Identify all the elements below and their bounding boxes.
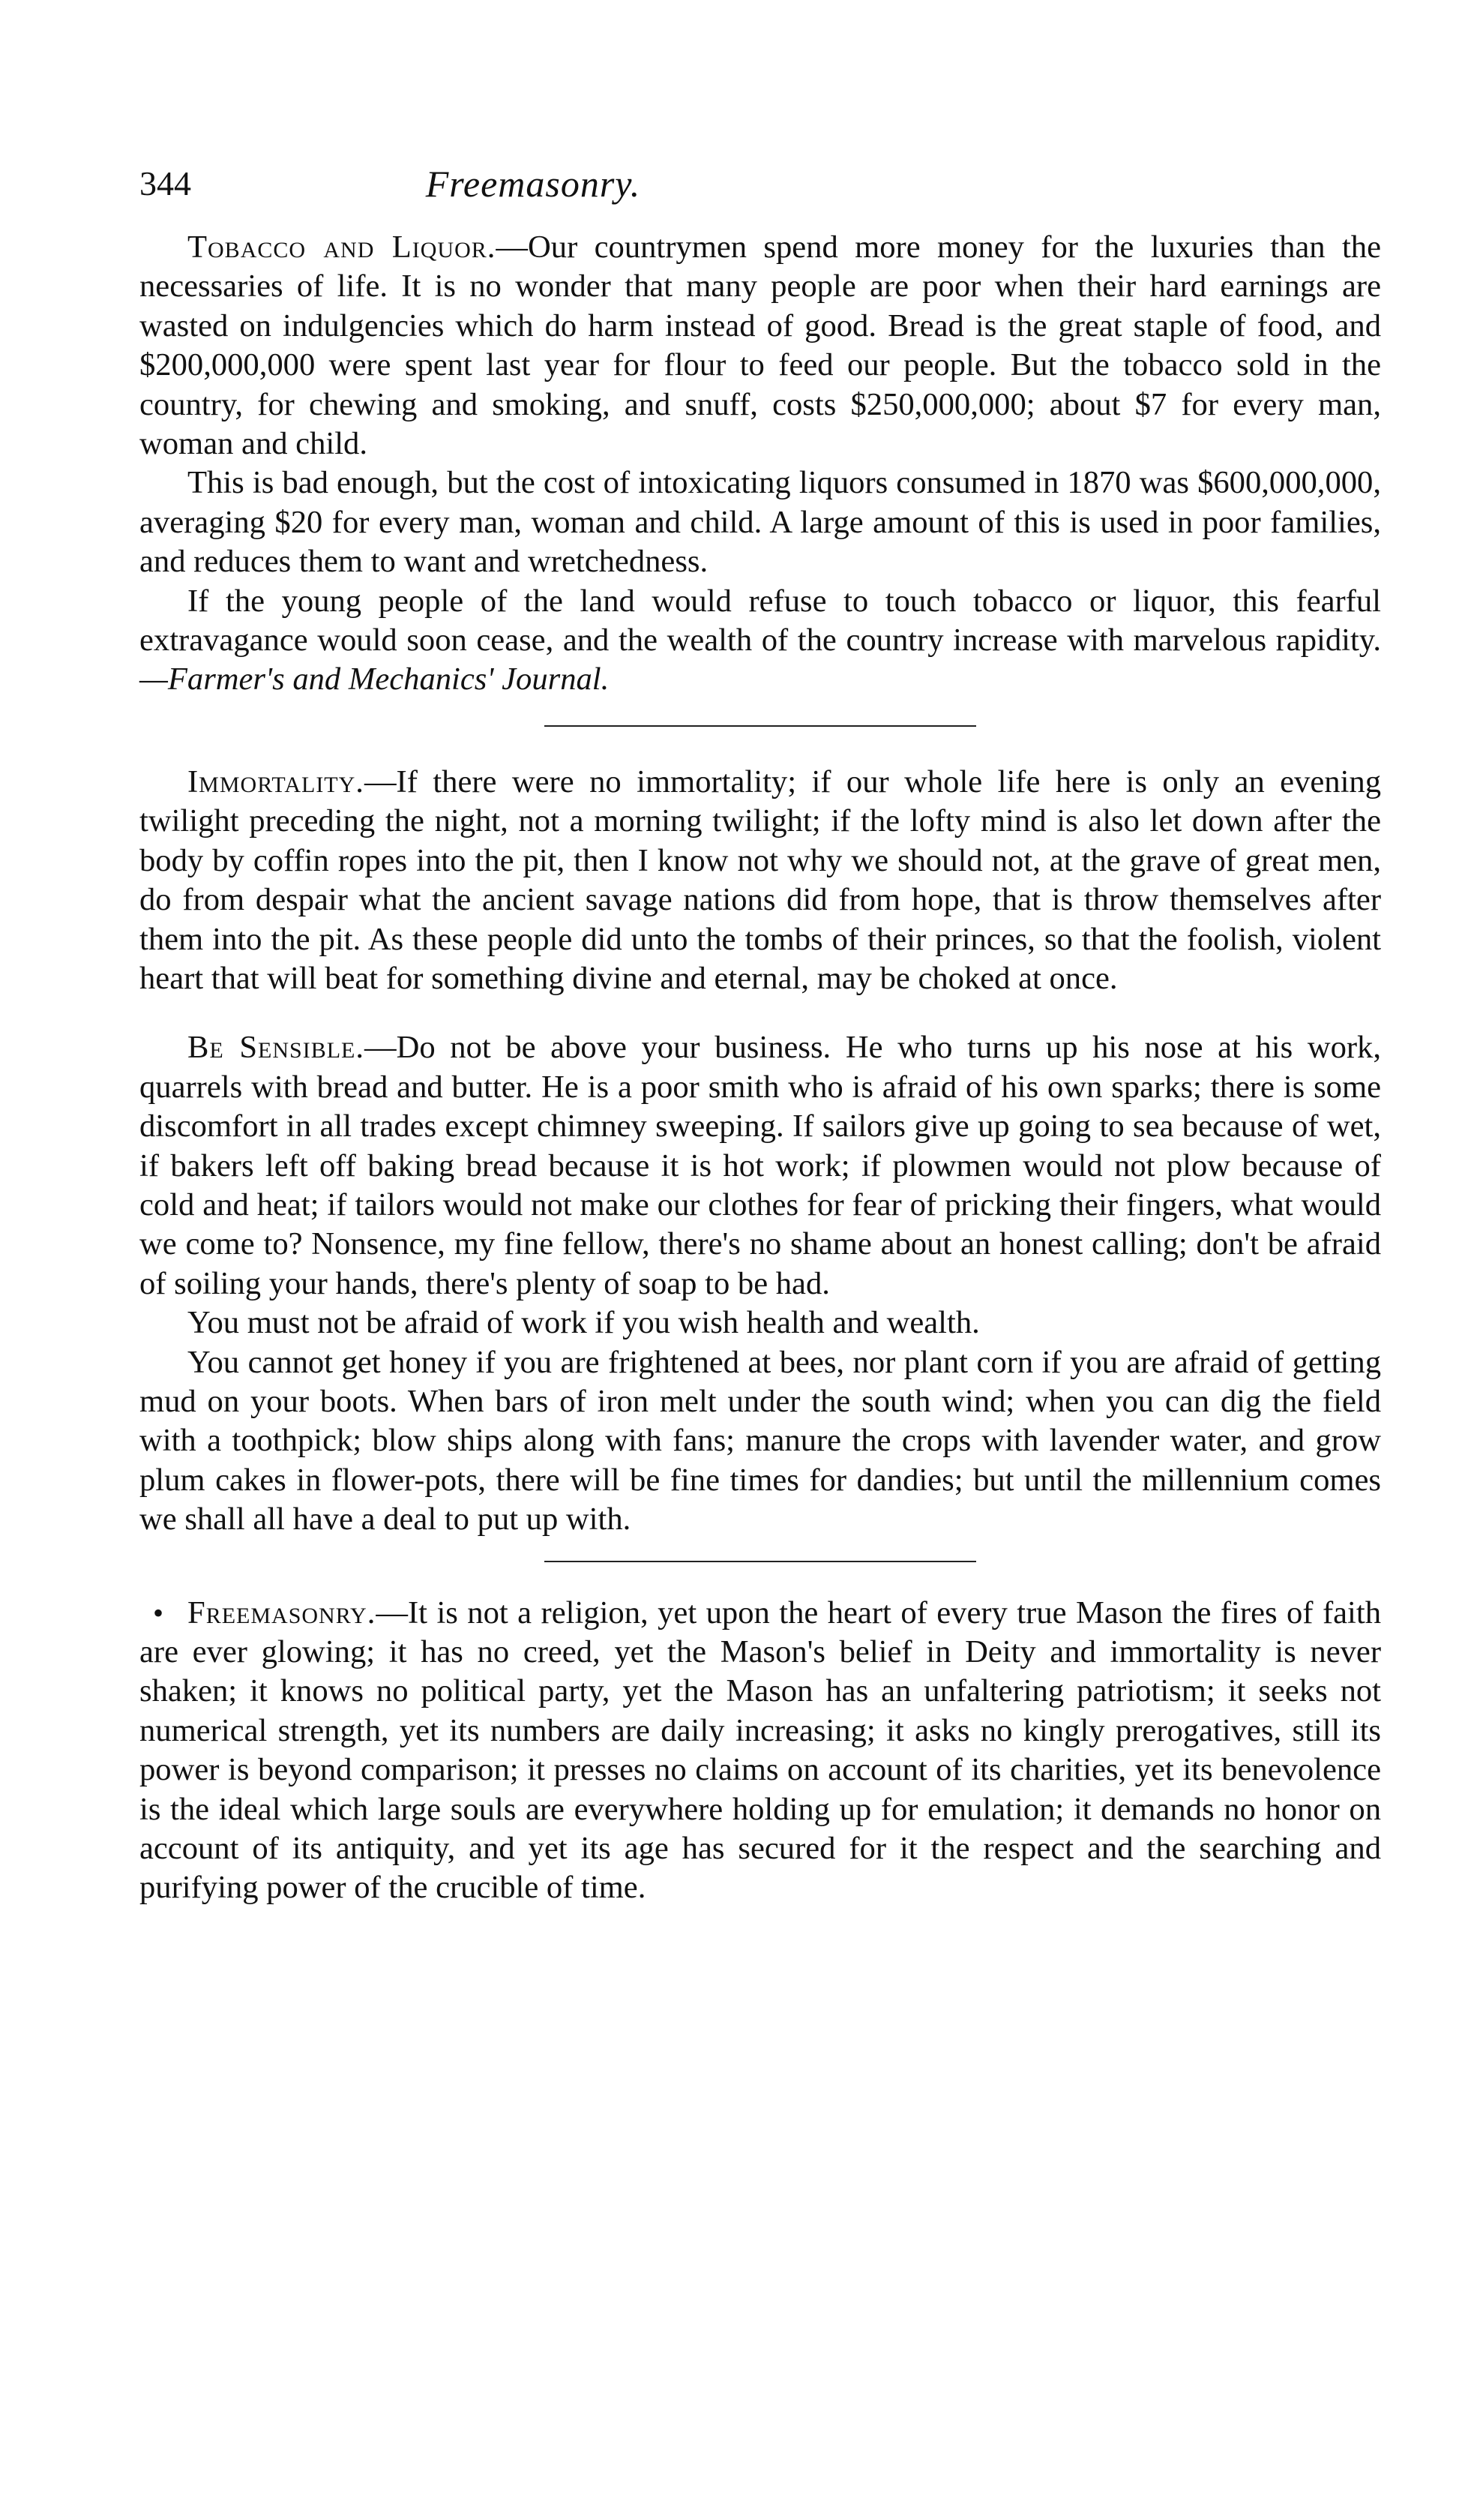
sensible-paragraph-2: You must not be afraid of work if you wish health and wealth. [187, 1305, 980, 1341]
article-heading-freemasonry: Freemasonry. [187, 1594, 376, 1630]
article-heading-sensible: Be Sensible. [187, 1030, 365, 1066]
page-body [139, 228, 1381, 1908]
freemasonry-text: —It is not a religion, yet upon the heart of every true Mason the fires of faith are ever glowing; it has no creed, yet the Mason's belief in Deity and immortality is never shaken; it knows no political party, yet the Mason has an unfaltering patriotism; it seeks not numerical strength, yet its numbers are daily increasing; it asks no kingly prerogatives, still its power is beyond comparison; it presses no claims on account of its charities, yet its benevolence is the ideal which large souls are everywhere holding up for emulation; it demands no honor on account of its antiquity, and yet its age has secured for it the respect and the searching and purifying power of the crucible of time. [139, 1594, 1381, 1906]
immortality-paragraph [139, 763, 1381, 998]
sensible-text-1: —Do not be above your business. He who turns up his nose at his work, quarrels with bread and butter. He is a poor smith who is afraid of his own sparks; there is some discomfort in all trades except chimney sweeping. If sailors give up going to sea because of wet, if bakers left off baking bread because it is hot work; if plowmen would not plow because of cold and heat; if tailors would not make our clothes for fear of pricking their fingers, what would we come to? Nonsence, my fine fellow, there's no shame about an honest calling; don't be afraid of soiling your hands, there's plenty of soap to be had. [139, 1030, 1382, 1301]
tobacco-text-3: If the young people of the land would refuse to touch tobacco or liquor, this fearful extravagance would soon cease, and the wealth of the country increase with marvelous rapidity. [139, 583, 1381, 658]
article-heading-tobacco: Tobacco and Liquor. [187, 230, 496, 265]
margin-bullet: • [153, 1595, 164, 1630]
tobacco-text-1: —Our countrymen spend more money for the luxuries than the necessaries of life. It is no wonder that many people are poor when their hard earnings are wasted on indulgencies which do harm instead of good. Bread is the great staple of food, and $200,000,000 were spent last year for flour to feed our people. But the tobacco sold in the country, for chewing and smoking, and snuff, costs $250,000,000; about $7 for every man, woman and child. [139, 230, 1381, 462]
section-divider [544, 725, 976, 727]
tobacco-paragraph-3 [139, 582, 1381, 700]
tobacco-paragraph-1 [139, 228, 1381, 464]
sensible-paragraph-1 [139, 1028, 1381, 1304]
article-heading-immortality: Immortality. [187, 764, 364, 800]
tobacco-paragraph-2: This is bad enough, but the cost of intoxicating liquors consumed in 1870 was $600,000,000, averaging $20 for every man, woman and child. A large amount of this is used in poor families, and reduces them to want and wretchedness. [139, 465, 1381, 580]
sensible-paragraph-3: You cannot get honey if you are frightened at bees, nor plant corn if you are afraid of getting mud on your boots. When bars of iron melt under the south wind; when you can dig the field with a toothpick; blow ships along with fans; manure the crops with lavender water, and grow plum cakes in flower-pots, there will be fine times for dandies; but until the millennium comes we shall all have a deal to put up with. [139, 1344, 1381, 1538]
freemasonry-paragraph [139, 1594, 1381, 1908]
page-number: 344 [139, 164, 191, 202]
section-divider [544, 1561, 976, 1562]
immortality-text: —If there were no immortality; if our whole life here is only an evening twilight preceding the night, not a morning twilight; if the lofty mind is also let down after the body by coffin ropes into the pit, then I know not why we should not, at the grave of great men, do from despair what the ancient savage nations did from hope, that is throw themselves after them into the pit. As these people did unto the tombs of their princes, so that the foolish, violent heart that will beat for something divine and eternal, may be choked at once. [139, 764, 1381, 996]
running-title: Freemasonry. [425, 163, 641, 205]
tobacco-source: —Farmer's and Mechanics' Journal. [139, 662, 610, 698]
page-header [139, 158, 1381, 210]
